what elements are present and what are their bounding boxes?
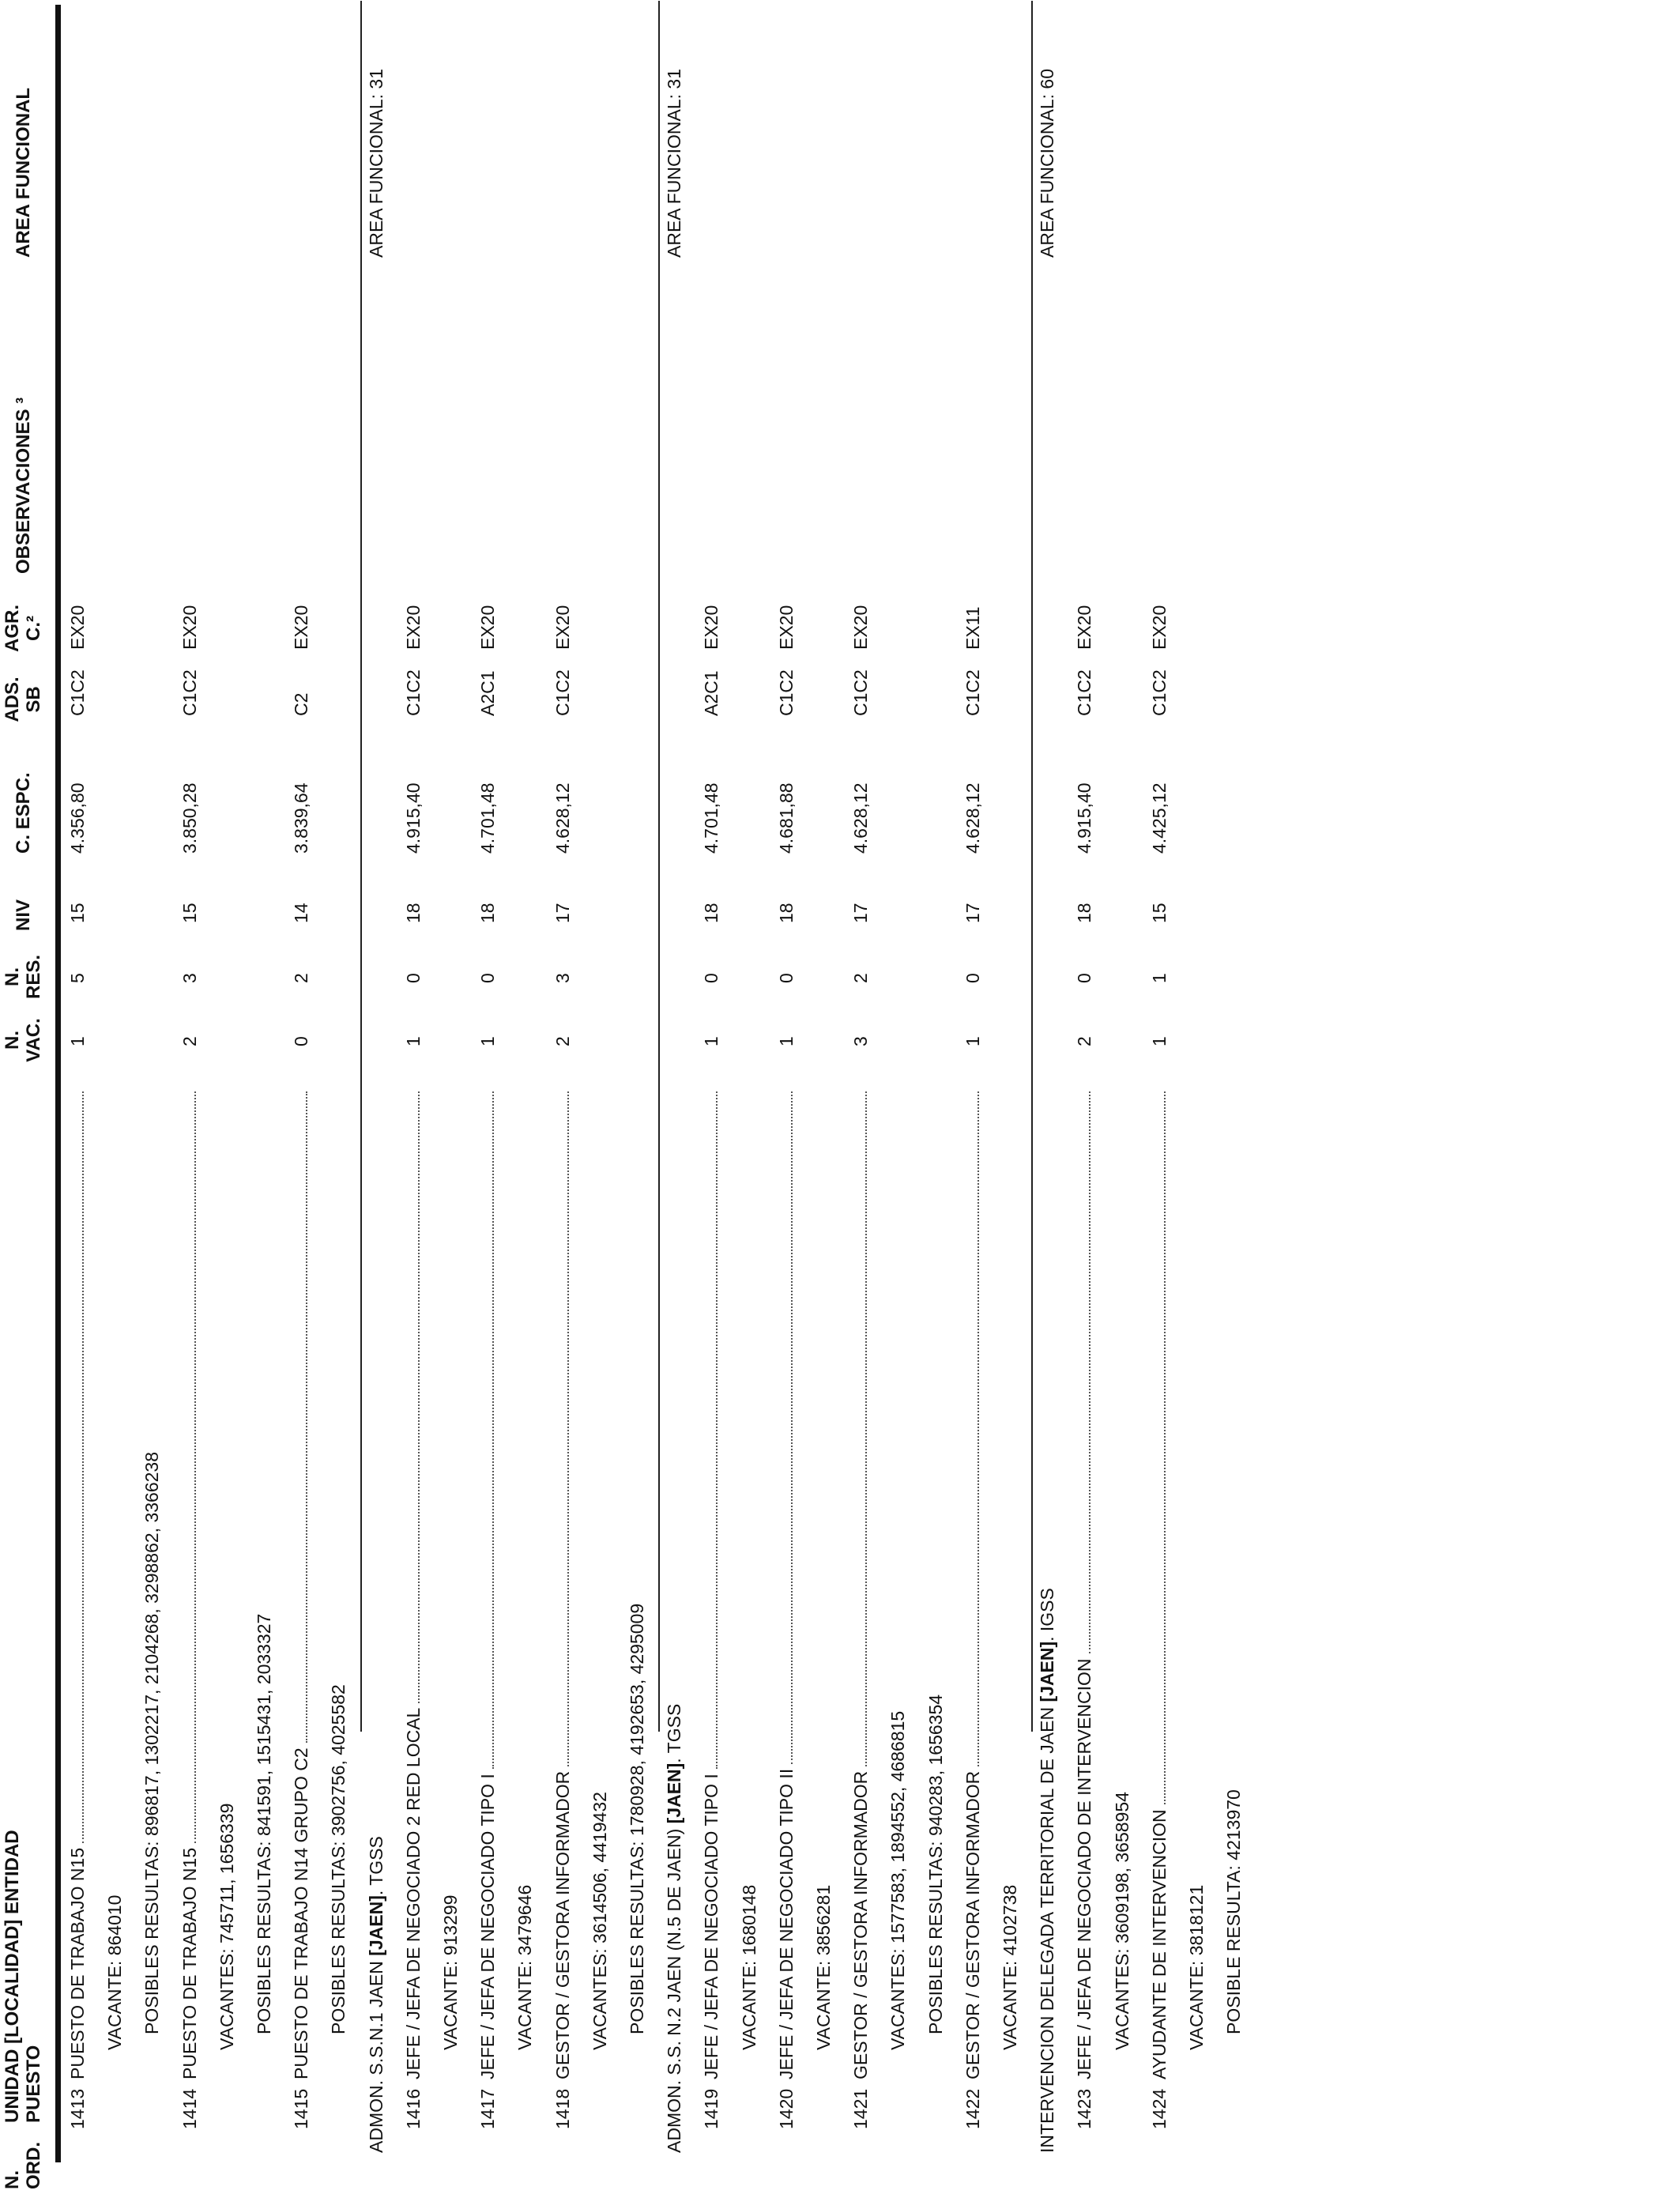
header-c-espc-label: C. ESPC.	[13, 772, 34, 854]
ads-value: C1C2	[179, 669, 200, 716]
dot-leader-line	[194, 1091, 196, 1843]
niv-value: 15	[1148, 903, 1170, 923]
vacante-line: VACANTE: 913299	[440, 1894, 461, 2050]
puesto-name	[290, 1747, 312, 2079]
puesto-name	[179, 1848, 201, 2079]
agr-value: EX20	[67, 605, 88, 650]
n-vac-value: 2	[552, 1036, 573, 1046]
puesto-ord: 1415	[291, 2088, 312, 2129]
vacante-line: VACANTES: 3609198, 3658954	[1111, 1792, 1132, 2050]
agr-value: EX20	[1148, 605, 1170, 650]
vacante-line: VACANTE: 3479646	[514, 1884, 536, 2050]
dot-leader-line	[791, 1091, 793, 1764]
dot-leader-line	[977, 1091, 979, 1766]
ads-value: C1C2	[850, 669, 872, 716]
resultas-line: POSIBLE RESULTA: 4213970	[1223, 1789, 1245, 2034]
c-espc-value: 4.628,12	[962, 782, 983, 854]
header-n-ord	[2, 2142, 44, 2189]
n-vac-value: 1	[701, 1036, 722, 1046]
ads-value: C1C2	[67, 669, 88, 716]
dot-leader-line	[306, 1091, 307, 1743]
dot-leader-line	[418, 1091, 420, 1703]
puesto-name-text: JEFE / JEFA DE NEGOCIADO TIPO I	[701, 1774, 722, 2079]
agr-value: EX20	[701, 605, 722, 650]
puesto-name-text: PUESTO DE TRABAJO N15	[67, 1847, 88, 2079]
dot-leader-line	[1164, 1091, 1166, 1804]
header-n-res	[2, 945, 44, 1008]
puesto-name-text: PUESTO DE TRABAJO N15	[179, 1847, 200, 2079]
n-res-value: 5	[67, 973, 88, 983]
puesto-name-text: AYUDANTE DE INTERVENCION	[1148, 1809, 1170, 2079]
vacante-line: VACANTES: 3614506, 4419432	[589, 1792, 610, 2050]
niv-value: 18	[477, 903, 499, 923]
n-res-value: 0	[402, 973, 424, 983]
header-n-ord-line2: ORD.	[23, 2142, 44, 2189]
n-vac-value: 2	[179, 1036, 200, 1046]
header-unidad	[2, 1830, 44, 2123]
c-espc-value: 3.850,28	[179, 782, 200, 854]
c-espc-value: 4.681,88	[775, 782, 797, 854]
header-area-funcional	[13, 88, 34, 258]
agr-value: EX20	[775, 605, 797, 650]
vacante-line: VACANTES: 745711, 1656339	[216, 1803, 237, 2050]
unit-entidad: . TGSS	[664, 1703, 685, 1763]
n-vac-value: 0	[291, 1036, 312, 1046]
ads-value: C1C2	[1074, 669, 1095, 716]
header-ads-line1: ADS.	[2, 677, 23, 722]
vacante-line: VACANTE: 864010	[104, 1894, 126, 2050]
puesto-name-text: JEFE / JEFA DE NEGOCIADO DE INTERVENCION	[1074, 1658, 1095, 2079]
puesto-ord: 1423	[1074, 2088, 1095, 2129]
header-ads	[2, 672, 44, 727]
puesto-name-text: JEFE / JEFA DE NEGOCIADO 2 RED LOCAL	[402, 1707, 424, 2079]
c-espc-value: 4.701,48	[701, 782, 722, 854]
n-vac-value: 1	[775, 1036, 797, 1046]
resultas-line: POSIBLES RESULTAS: 940283, 1656354	[925, 1694, 946, 2034]
puesto-ord: 1416	[402, 2088, 424, 2129]
header-ads-line2: SB	[23, 686, 44, 713]
unit-localidad: [JAEN]	[365, 1895, 386, 1956]
n-vac-value: 1	[477, 1036, 499, 1046]
resultas-line: POSIBLES RESULTAS: 896817, 1302217, 2104268, 3298862, 3366238	[141, 1452, 163, 2034]
header-niv-label: NIV	[13, 899, 34, 931]
n-res-value: 2	[850, 973, 872, 983]
header-c-espc	[13, 772, 34, 854]
puesto-name-text: GESTOR / GESTORA INFORMADOR	[850, 1770, 872, 2079]
n-vac-value: 1	[402, 1036, 424, 1046]
puesto-ord: 1413	[67, 2088, 88, 2129]
niv-value: 15	[179, 903, 200, 923]
niv-value: 18	[402, 903, 424, 923]
n-res-value: 0	[1074, 973, 1095, 983]
header-unidad-line2: PUESTO	[23, 2045, 44, 2123]
section-divider	[658, 1, 660, 1732]
vacante-line: VACANTE: 1680148	[738, 1884, 759, 2050]
puesto-name	[1073, 1658, 1095, 2079]
ads-value: A2C1	[701, 670, 722, 716]
puesto-ord: 1420	[775, 2088, 797, 2129]
niv-value: 15	[67, 903, 88, 923]
agr-value: EX20	[850, 605, 872, 650]
puesto-name	[477, 1774, 499, 2079]
section-divider	[360, 1, 362, 1732]
unit-localidad: [JAEN]	[664, 1762, 685, 1824]
puesto-name-text: PUESTO DE TRABAJO N14 GRUPO C2	[291, 1747, 312, 2079]
puesto-ord: 1422	[962, 2088, 983, 2129]
puesto-name-text: JEFE / JEFA DE NEGOCIADO TIPO II	[775, 1768, 797, 2079]
puesto-name	[849, 1771, 872, 2079]
niv-value: 14	[291, 903, 312, 923]
puesto-ord: 1424	[1148, 2088, 1170, 2129]
area-funcional-value: AREA FUNCIONAL: 31	[365, 68, 386, 258]
header-agr	[2, 601, 44, 656]
c-espc-value: 4.701,48	[477, 782, 499, 854]
c-espc-value: 4.356,80	[67, 782, 88, 854]
header-n-vac-line1: N.	[2, 1031, 23, 1050]
puesto-name	[1148, 1809, 1170, 2079]
unit-heading	[1036, 1588, 1058, 2153]
unit-entidad: . TGSS	[365, 1836, 386, 1896]
ads-value: C1C2	[962, 669, 983, 716]
n-vac-value: 2	[1074, 1036, 1095, 1046]
c-espc-value: 4.628,12	[850, 782, 872, 854]
dot-leader-line	[1089, 1091, 1090, 1653]
header-unidad-line1: UNIDAD [LOCALIDAD] ENTIDAD	[2, 1830, 23, 2123]
n-vac-value: 3	[850, 1036, 872, 1046]
c-espc-value: 4.915,40	[1074, 782, 1095, 854]
ads-value: C2	[291, 692, 312, 716]
c-espc-value: 4.628,12	[552, 782, 573, 854]
agr-value: EX20	[477, 605, 499, 650]
resultas-line: POSIBLES RESULTAS: 1780928, 4192653, 4295009	[627, 1603, 647, 2034]
c-espc-value: 4.915,40	[402, 782, 424, 854]
puesto-name	[402, 1708, 424, 2079]
ads-value: A2C1	[477, 670, 499, 716]
dot-leader-line	[865, 1091, 867, 1766]
ads-value: C1C2	[402, 669, 424, 716]
ads-value: C1C2	[552, 669, 573, 716]
unit-heading	[365, 1836, 387, 2153]
resultas-line: POSIBLES RESULTAS: 841591, 1515431, 2033327	[254, 1613, 274, 2034]
agr-value: EX20	[179, 605, 200, 650]
n-res-value: 0	[775, 973, 797, 983]
niv-value: 18	[701, 903, 722, 923]
puesto-name	[66, 1848, 89, 2079]
puesto-name	[700, 1774, 722, 2079]
n-res-value: 3	[552, 973, 573, 983]
header-n-vac	[2, 1008, 44, 1072]
puesto-name-text: GESTOR / GESTORA INFORMADOR	[552, 1770, 573, 2079]
niv-value: 17	[850, 903, 872, 923]
dot-leader-line	[82, 1091, 84, 1843]
unit-heading	[663, 1704, 685, 2153]
puesto-name-text: JEFE / JEFA DE NEGOCIADO TIPO I	[477, 1774, 499, 2079]
header-area-funcional-label: AREA FUNCIONAL	[13, 87, 34, 258]
vacante-line: VACANTE: 4102738	[1000, 1884, 1020, 2050]
vacante-line: VACANTE: 3818121	[1186, 1884, 1207, 2050]
header-niv	[13, 899, 34, 931]
puesto-name	[775, 1769, 797, 2079]
header-agr-line2: C.²	[23, 616, 44, 641]
n-res-value: 0	[701, 973, 722, 983]
puesto-name	[962, 1771, 984, 2079]
agr-value: EX20	[552, 605, 573, 650]
n-res-value: 2	[291, 973, 312, 983]
dot-leader-line	[716, 1091, 718, 1769]
puesto-name-text: GESTOR / GESTORA INFORMADOR	[962, 1770, 983, 2079]
ads-value: C1C2	[1148, 669, 1170, 716]
vacante-line: VACANTE: 3856281	[813, 1884, 834, 2050]
resultas-line: POSIBLES RESULTAS: 3902756, 4025582	[328, 1684, 349, 2034]
dot-leader-line	[567, 1091, 569, 1766]
header-observaciones	[13, 398, 34, 574]
c-espc-value: 4.425,12	[1148, 782, 1170, 854]
vacante-line: VACANTES: 1577583, 1894552, 4686815	[887, 1710, 909, 2050]
niv-value: 17	[552, 903, 573, 923]
n-res-value: 0	[962, 973, 983, 983]
unit-name: INTERVENCION DELEGADA TERRITORIAL DE JAEN	[1037, 1702, 1058, 2153]
unit-localidad: [JAEN]	[1037, 1641, 1058, 1702]
header-observaciones-label: OBSERVACIONES ³	[13, 397, 34, 574]
puesto-name	[552, 1771, 574, 2079]
area-funcional-value: AREA FUNCIONAL: 31	[664, 68, 685, 258]
header-agr-line1: AGR.	[2, 605, 23, 652]
n-res-value: 3	[179, 973, 200, 983]
agr-value: EX11	[962, 606, 983, 650]
puesto-ord: 1414	[179, 2088, 200, 2129]
puesto-ord: 1421	[850, 2088, 872, 2129]
header-rule	[55, 5, 61, 2162]
puesto-ord: 1418	[552, 2088, 573, 2129]
agr-value: EX20	[1074, 605, 1095, 650]
header-n-res-line2: RES.	[23, 955, 44, 1000]
niv-value: 18	[775, 903, 797, 923]
area-funcional-value: AREA FUNCIONAL: 60	[1037, 68, 1058, 258]
dot-leader-line	[492, 1091, 494, 1769]
unit-name: ADMON. S.S. N.2 JAEN (N.5 DE JAEN)	[664, 1823, 685, 2153]
section-divider	[1031, 1, 1033, 1732]
agr-value: EX20	[291, 605, 312, 650]
header-n-ord-line1: N.	[2, 2170, 23, 2189]
n-vac-value: 1	[67, 1036, 88, 1046]
puesto-ord: 1419	[701, 2088, 722, 2129]
agr-value: EX20	[402, 605, 424, 650]
n-vac-value: 1	[1148, 1036, 1170, 1046]
n-res-value: 0	[477, 973, 499, 983]
puesto-ord: 1417	[477, 2088, 499, 2129]
c-espc-value: 3.839,64	[291, 782, 312, 854]
unit-entidad: . IGSS	[1037, 1588, 1058, 1642]
niv-value: 17	[962, 903, 983, 923]
niv-value: 18	[1074, 903, 1095, 923]
n-vac-value: 1	[962, 1036, 983, 1046]
header-n-vac-line2: VAC.	[23, 1018, 44, 1062]
unit-name: ADMON. S.S.N.1 JAEN	[365, 1955, 386, 2153]
n-res-value: 1	[1148, 973, 1170, 983]
header-n-res-line1: N.	[2, 967, 23, 986]
ads-value: C1C2	[775, 669, 797, 716]
